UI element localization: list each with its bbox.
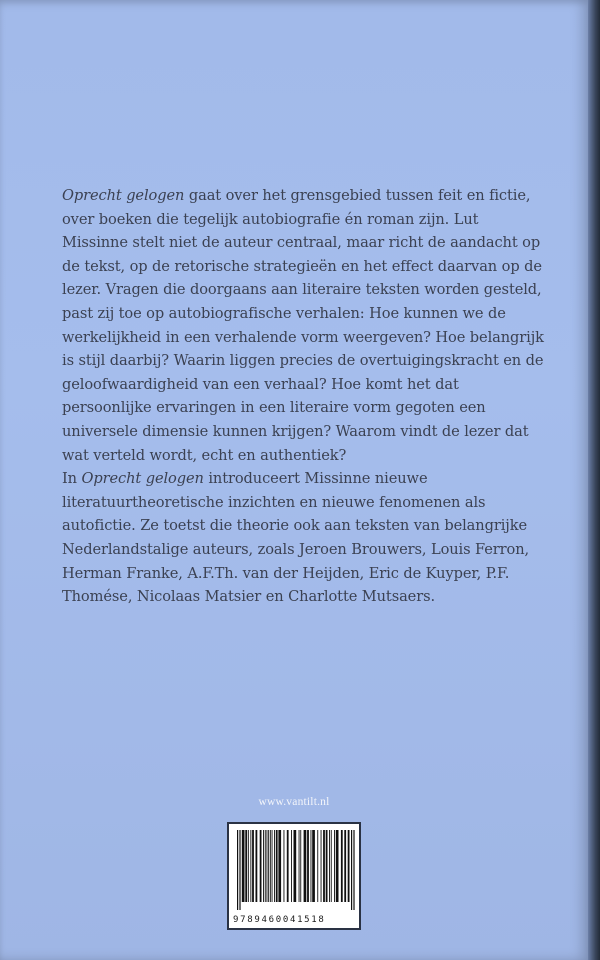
barcode-bar bbox=[245, 830, 247, 902]
barcode-bar bbox=[274, 830, 275, 902]
barcode-icon bbox=[235, 830, 357, 910]
barcode-guard-bar bbox=[351, 830, 352, 910]
barcode-bar bbox=[260, 830, 262, 902]
barcode-bar bbox=[329, 830, 330, 902]
barcode-guard-bar bbox=[239, 830, 240, 910]
barcode-bar bbox=[287, 830, 289, 902]
barcode-bar bbox=[250, 830, 251, 902]
book-title-italic: Oprecht gelogen bbox=[62, 187, 185, 204]
barcode-bar bbox=[256, 830, 258, 902]
barcode-bar bbox=[336, 830, 339, 902]
barcode-bar bbox=[263, 830, 264, 902]
barcode-guard-bar bbox=[237, 830, 238, 910]
blurb-paragraph-1-body: gaat over het grensgebied tussen feit en fictie, over boeken die tegelijk autobiografie én roman zijn. Lut Missinne stelt niet de auteur centraal, maar richt de aandacht op de tekst, op de retorische strategieën en het effect daarvan op de lezer. Vragen die doorgaans aan literaire teksten worden gesteld, past zij toe op autobiografische verhalen: Hoe kunnen we de werkelijkheid in een verhalende vorm weergeven? Hoe belangrijk is stijl daarbij? Waarin liggen precies de overtuigingskracht en de geloofwaardigheid van een verhaal? Hoe komt het dat persoonlijke ervaringen in een literaire vorm gegoten een universele dimensie kunnen krijgen? Waarom vindt de lezer dat wat verteld wordt, echt en authentiek? bbox=[62, 187, 544, 464]
barcode-bar bbox=[348, 830, 350, 902]
barcode-bar bbox=[341, 830, 343, 902]
book-title-italic: Oprecht gelogen bbox=[81, 470, 204, 488]
blurb-paragraph-2-prefix: In bbox=[62, 470, 82, 488]
barcode-bar bbox=[331, 830, 332, 902]
barcode-bar bbox=[299, 830, 300, 902]
barcode-guard-bar bbox=[353, 830, 354, 910]
barcode-bar bbox=[294, 830, 297, 902]
barcode-bar bbox=[323, 830, 325, 902]
barcode-bar bbox=[344, 830, 346, 902]
barcode-bar bbox=[312, 830, 315, 902]
barcode-bar bbox=[311, 830, 312, 902]
barcode-bar bbox=[272, 830, 273, 902]
isbn-number: 9789460041518 bbox=[233, 915, 326, 925]
blurb-paragraph-2-body: introduceert Missinne nieuwe literatuurtheoretische inzichten en nieuwe fenomenen als autofictie. Ze toetst die theorie ook aan teksten van belangrijke Nederlandstalige auteurs, zoals Jeroen Brouwers, Louis Ferron, Herman Franke, A.F.Th. van der Heijden, Eric de Kuyper, P.F. Thomése, Nicolaas Matsier en Charlotte Mutsaers. bbox=[62, 470, 530, 606]
barcode-bar bbox=[268, 830, 269, 902]
barcode-bar bbox=[317, 830, 318, 902]
barcode-bar bbox=[300, 830, 301, 902]
barcode-bar bbox=[242, 830, 245, 902]
barcode-bar bbox=[270, 830, 271, 902]
barcode-bar bbox=[284, 830, 285, 902]
page-edge-shadow bbox=[588, 0, 600, 960]
isbn-barcode bbox=[227, 822, 361, 930]
barcode-bar bbox=[276, 830, 278, 902]
barcode-bar bbox=[291, 830, 292, 902]
barcode-bar bbox=[248, 830, 249, 902]
publisher-website[interactable]: www.vantilt.nl bbox=[258, 796, 330, 808]
barcode-bar bbox=[265, 830, 266, 902]
barcode-bar bbox=[307, 830, 309, 902]
barcode-bar bbox=[278, 830, 281, 902]
barcode-bar bbox=[252, 830, 254, 902]
barcode-bar bbox=[326, 830, 328, 902]
barcode-bar bbox=[304, 830, 307, 902]
barcode-bar bbox=[321, 830, 322, 902]
barcode-bar bbox=[267, 830, 268, 902]
blurb-paragraph-1 bbox=[62, 184, 548, 467]
blurb-text bbox=[62, 184, 548, 609]
blurb-paragraph-2 bbox=[62, 467, 548, 609]
barcode-bar bbox=[334, 830, 335, 902]
